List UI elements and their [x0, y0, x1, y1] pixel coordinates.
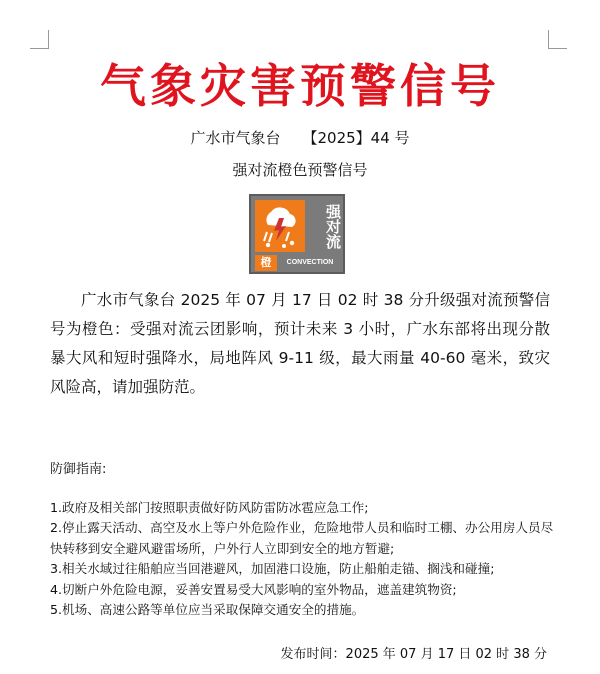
document-title: 气象灾害预警信号	[100, 59, 500, 113]
document-number: 【2025】44 号	[302, 129, 410, 147]
list-item: 5.机场、高速公路等单位应当采取保障交通安全的措施。	[50, 602, 365, 618]
warning-body: 广水市气象台 2025 年 07 月 17 日 02 时 38 分升级强对流预警信号为橙色：受强对流云团影响，预计未来 3 小时，广水东部将出现分散暴大风和短时强降水，局地阵风 9-11 级，最大雨量 40-60 毫米，致灾风险高，请加强防范。	[50, 291, 550, 396]
badge-type-text: 强对流	[324, 203, 342, 249]
issue-time: 发布时间：2025 年 07 月 17 日 02 时 38 分	[280, 647, 547, 662]
issuer-line	[0, 128, 600, 148]
guide-title: 防御指南:	[50, 462, 107, 477]
list-item: 1.政府及相关部门按照职责做好防风防雷防冰雹应急工作;	[50, 500, 369, 515]
list-item: 4.切断户外危险电源，妥善安置易受大风影响的室外物品，遮盖建筑物资;	[50, 581, 457, 597]
guide-list	[50, 498, 560, 620]
badge-level-text: 橙	[255, 255, 277, 271]
issuer-station: 广水市气象台	[190, 129, 281, 147]
signal-name: 强对流橙色预警信号	[232, 161, 368, 179]
thunderstorm-hail-icon	[255, 200, 305, 252]
crop-mark-top-right	[548, 30, 567, 49]
crop-mark-top-left	[30, 30, 49, 49]
warning-badge	[249, 194, 345, 274]
list-item: 2.停止露天活动、高空及水上等户外危险作业，危险地带人员和临时工棚、办公用房人员尽快转移到安全避风避雷场所，户外行人立即到安全的地方暂避;	[50, 520, 554, 556]
list-item: 3.相关水域过往船舶应当回港避风，加固港口设施，防止船舶走锚、搁浅和碰撞;	[50, 561, 495, 577]
badge-english-text: CONVECTION	[286, 259, 334, 266]
